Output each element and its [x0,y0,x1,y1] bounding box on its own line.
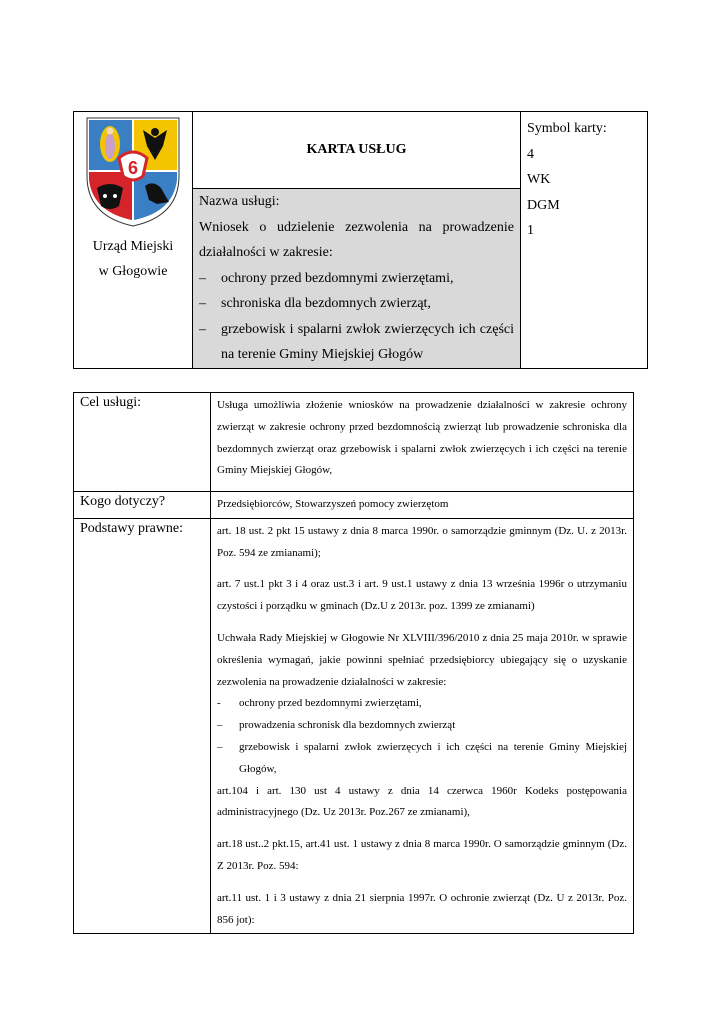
service-name-item: – ochrony przed bezdomnymi zwierzętami, [199,270,454,286]
symbol-line: WK [527,172,551,187]
legal-basis-label: Podstawy prawne: [74,518,211,934]
legal-paragraph: Uchwała Rady Miejskiej w Głogowie Nr XLVIII/396/2010 z dnia 25 maja 2010r. w sprawie określenia wymagań, jakie powinni spełniać przedsiębiorcy ubiegający się o uzyskanie zezwolenia na prowadzenie działalności w zakresie: [217,631,627,688]
office-name-line2: w Głogowie [98,264,168,279]
audience-label: Kogo dotyczy? [74,492,211,519]
svg-text:6: 6 [127,158,139,178]
card-title: KARTA USŁUG [193,112,521,189]
symbol-line: DGM [527,197,560,213]
coat-of-arms-emblem [83,116,183,228]
list-item: – grzebowisk i spalarni zwłok zwierzęcych i ich części na terenie Gminy Miejskiej Głogów, [217,740,627,775]
service-name-item: – schroniska dla bezdomnych zwierząt, [199,296,431,311]
office-name-line1: Urząd Miejski [92,239,174,254]
list-item: – prowadzenia schronisk dla bezdomnych zwierząt [217,719,456,732]
logo-cell [74,112,193,369]
table-row [74,518,634,934]
symbol-line: 4 [527,146,534,162]
audience-text: Przedsiębiorców, Stowarzyszeń pomocy zwierzętom [211,492,634,519]
purpose-text: Usługa umożliwia złożenie wniosków na prowadzenie działalności w zakresie ochrony zwierząt w zakresie ochrony przed bezdomnością zwierząt lub prowadzenie schroniska dla bezdomnych zwierząt oraz grzebowisk i spalarni zwłok zwierzęcych i ich części na terenie Gminy Miejskiej Głogów, [211,393,634,492]
symbol-label: Symbol karty: [527,121,607,136]
table-row [74,393,634,492]
legal-paragraph: art. 18 ust. 2 pkt 15 ustawy z dnia 8 marca 1990r. o samorządzie gminnym (Dz. U. z 2013r. Poz. 594 ze zmianami); [217,524,627,559]
legal-paragraph: art.11 ust. 1 i 3 ustawy z dnia 21 sierpnia 1997r. O ochronie zwierząt (Dz. U z 2013r. Poz. 856 jot): [217,891,627,926]
legal-paragraph: art.104 i art. 130 ust 4 ustawy z dnia 14 czerwca 1960r Kodeks postępowania administracyjnego (Dz. Uz 2013r. Poz.267 ze zmianami), [217,784,627,819]
service-details-table [73,392,634,934]
service-name-cell [193,189,521,369]
legal-basis-content [211,518,634,934]
list-item: - ochrony przed bezdomnymi zwierzętami, [217,697,422,710]
legal-paragraph: art. 7 ust.1 pkt 3 i 4 oraz ust.3 i art. 9 ust.1 ustawy z dnia 13 września 1996r o utrzymaniu czystości i porządku w gminach (Dz.U z 2013r. poz. 1399 ze zmianami) [217,578,627,613]
service-name-text: Wniosek o udzielenie zezwolenia na prowadzenie działalności w zakresie: [199,219,514,260]
purpose-label: Cel usługi: [74,393,211,492]
legal-paragraph: art.18 ust..2 pkt.15, art.41 ust. 1 ustawy z dnia 8 marca 1990r. O samorządzie gminnym (Dz. Z 2013r. Poz. 594: [217,838,627,872]
service-name-item: – grzebowisk i spalarni zwłok zwierzęcych ich części na terenie Gminy Miejskiej Głogów [199,321,514,362]
service-name-label: Nazwa usługi: [199,194,280,209]
table-row [74,492,634,519]
symbol-line: 1 [527,223,534,238]
header-table [73,111,648,369]
symbol-cell [521,112,648,369]
